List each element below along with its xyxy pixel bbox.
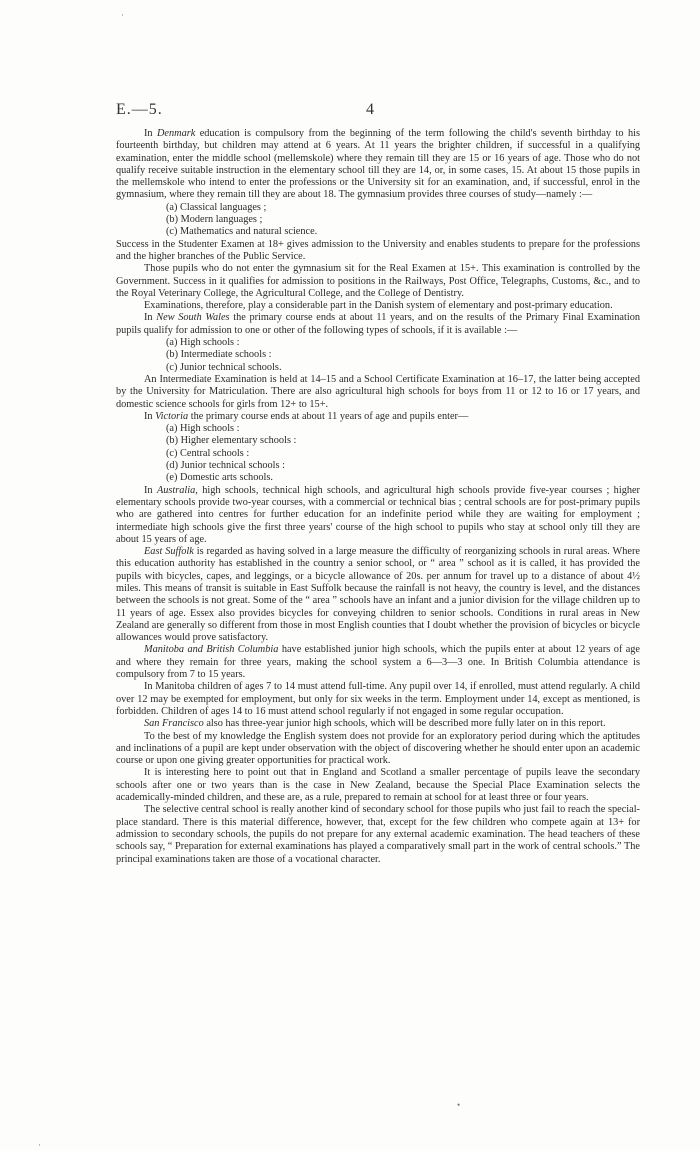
paragraph-pre: In — [144, 484, 157, 496]
document-body — [116, 128, 640, 866]
paragraph-pre: In — [144, 128, 157, 139]
paragraph-text: (c) Junior technical schools. — [166, 361, 282, 373]
paragraph-text: the primary course ends at about 11 years, and on the results of the Primary Final Examination pupils qualify for admission to one or other of the following types of schools, if it is available :— — [116, 312, 640, 336]
paragraph-text: (d) Junior technical schools : — [166, 460, 285, 472]
paragraph — [116, 374, 640, 411]
paragraph-text: (e) Domestic arts schools. — [166, 472, 273, 484]
paragraph-text: (c) Mathematics and natural science. — [166, 226, 318, 238]
list-item — [166, 337, 640, 349]
list-item — [166, 202, 640, 214]
paragraph-text: (b) Higher elementary schools : — [166, 435, 297, 447]
paragraph — [116, 128, 640, 202]
region-name: Manitoba and British Columbia — [144, 644, 279, 656]
paragraph — [116, 731, 640, 768]
paragraph-text: education is compulsory from the beginning of the term following the child's seventh birthday to his fourteenth birthday, but children may attend at 6 years. At 11 years the brighter children, if successful in a qualifying examination, enter the middle school (mellemskole) where they remain till they are 15 or 16 years of age. Those who do not qualify receive suitable instruction in the elementary school till they are 14, or, in some cases, 15. At about 15 those pupils in the mellemskole who intend to enter the professions or the University sit for an examination, and, if successful, enrol in the gymnasium, where they remain till they are about 18. The gymnasium provides three courses of study—namely :— — [116, 128, 640, 201]
paragraph — [116, 411, 640, 423]
paragraph-pre: In — [144, 312, 157, 324]
paragraph-text: , high schools, technical high schools, and agricultural high schools provide five-year courses ; higher elementary schools provide two-year courses, with a commercial or technical bias ; central schools are for post-primary pupils who are gathered into centres for further education for an indefinite period while they are waiting for employment ; intermediate high schools give the first three years' course of the high school to pupils who stay at school only till they are about 15 years of age. — [116, 484, 640, 545]
paragraph-text: (a) High schools : — [166, 423, 240, 435]
region-name: Denmark — [156, 128, 196, 139]
paragraph — [116, 263, 640, 300]
scan-speck: • — [457, 1100, 461, 1110]
paragraph — [116, 239, 640, 264]
paragraph — [116, 312, 640, 337]
paragraph-text: (b) Modern languages ; — [166, 214, 263, 226]
list-item — [166, 460, 640, 472]
paragraph-text: Success in the Studenter Examen at 18+ gives admission to the University and enables students to prepare for the professions and the higher branches of the Public Service. — [116, 238, 640, 262]
scan-speck: · — [121, 10, 124, 20]
region-name: Australia — [156, 484, 196, 496]
paragraph-text: Those pupils who do not enter the gymnasium sit for the Real Examen at 15+. This examination is controlled by the Government. Success in it qualifies for admission to positions in the Railways, Post Office, Telegraphs, Customs, &c., and to the Royal Veterinary College, the Agricultural College, and the College of Dentistry. — [116, 263, 640, 299]
running-header-code: E.—5. — [116, 101, 163, 118]
list-item — [166, 362, 640, 374]
paragraph — [116, 546, 640, 644]
list-item — [166, 448, 640, 460]
scan-speck: · — [38, 1140, 41, 1150]
paragraph — [116, 681, 640, 718]
region-name: New South Wales — [156, 312, 230, 324]
paragraph — [116, 718, 640, 730]
region-name: Victoria — [155, 410, 189, 422]
paragraph-text: have established junior high schools, which the pupils enter at about 12 years of age and where they remain for three years, making the school system a 6—3—3 one. In British Columbia attendance is compulsory from 7 to 15 years. — [116, 644, 640, 681]
paragraph-text: is regarded as having solved in a large measure the difficulty of reorganizing schools in rural areas. Where this education authority has established in the country a senior school, or “ area ” school as it is called, it has provided the pupils with bicycles, capes, and leggings, or a bicycle allowance of 20s. per annum for travel up to a distance of about 4½ miles. This means of transit is suitable in East Suffolk because the rainfall is not heavy, the country is level, and the distances between the schools is not great. Some of the “ area ” schools have an infant and a junior division for the village children up to 11 years of age. Essex also provides bicycles for conveying children to senior schools. Conditions in rural areas in New Zealand are generally so different from those in most English counties that I doubt whether the provision of bicycles or bicycle allowances would prove satisfactory. — [116, 546, 640, 644]
region-name: San Francisco — [144, 718, 204, 730]
paragraph-text: In Manitoba children of ages 7 to 14 must attend full-time. Any pupil over 14, if enrolled, must attend regularly. A child over 12 may be exempted for employment, but only for six weeks in the term. Employment under 14, except as mentioned, is forbidden. Children of ages 14 to 16 must attend school regularly if not engaged in some regular occupation. — [116, 681, 640, 717]
list-item — [166, 423, 640, 435]
paragraph-text: (a) High schools : — [166, 337, 240, 349]
paragraph-text: also has three-year junior high schools, which will be described more fully later on in this report. — [203, 718, 606, 730]
list-item — [166, 349, 640, 361]
paragraph — [116, 767, 640, 804]
paragraph-text: An Intermediate Examination is held at 14–15 and a School Certificate Examination at 16–17, the latter being accepted by the University for Matriculation. There are also agricultural high schools for boys from 11 or 12 to 16 or 17 years, and domestic science schools for girls from 12+ to 15+. — [116, 373, 640, 410]
region-name: East Suffolk — [144, 546, 194, 558]
paragraph-text: Examinations, therefore, play a considerable part in the Danish system of elementary and post-primary education. — [144, 300, 613, 312]
paragraph-text: (b) Intermediate schools : — [166, 349, 272, 361]
paragraph — [116, 485, 640, 546]
page-number: 4 — [366, 101, 375, 118]
list-item — [166, 226, 640, 238]
paragraph-pre: In — [144, 410, 156, 422]
paragraph-text: It is interesting here to point out that in England and Scotland a smaller percentage of pupils leave the secondary schools after one or two years than is the case in New Zealand, because the Special Place Examination selects the academically-minded children, and these are, as a rule, prepared to remain at school for at least three or four years. — [116, 767, 640, 804]
list-item — [166, 435, 640, 447]
paragraph — [116, 644, 640, 681]
paragraph-text: The selective central school is really another kind of secondary school for those pupils who just fail to reach the special-place standard. There is this material difference, however, that, except for the few children who compete again at 13+ for admission to secondary schools, the pupils do not prepare for any external academic examination. The head teachers of these schools say, “ Preparation for external examinations has played a comparatively small part in the work of central schools.” The principal examinations taken are those of a vocational character. — [116, 804, 640, 865]
paragraph-text: (c) Central schools : — [166, 447, 250, 459]
list-item — [166, 214, 640, 226]
list-item — [166, 472, 640, 484]
paragraph — [116, 804, 640, 865]
paragraph — [116, 300, 640, 312]
paragraph-text: To the best of my knowledge the English system does not provide for an exploratory period during which the aptitudes and inclinations of a pupil are kept under observation with the object of discovering whether he should enter upon an academic course or upon one giving greater opportunities for practical work. — [116, 730, 640, 767]
paragraph-text: the primary course ends at about 11 years of age and pupils enter— — [188, 410, 469, 422]
paragraph-text: (a) Classical languages ; — [166, 201, 267, 213]
